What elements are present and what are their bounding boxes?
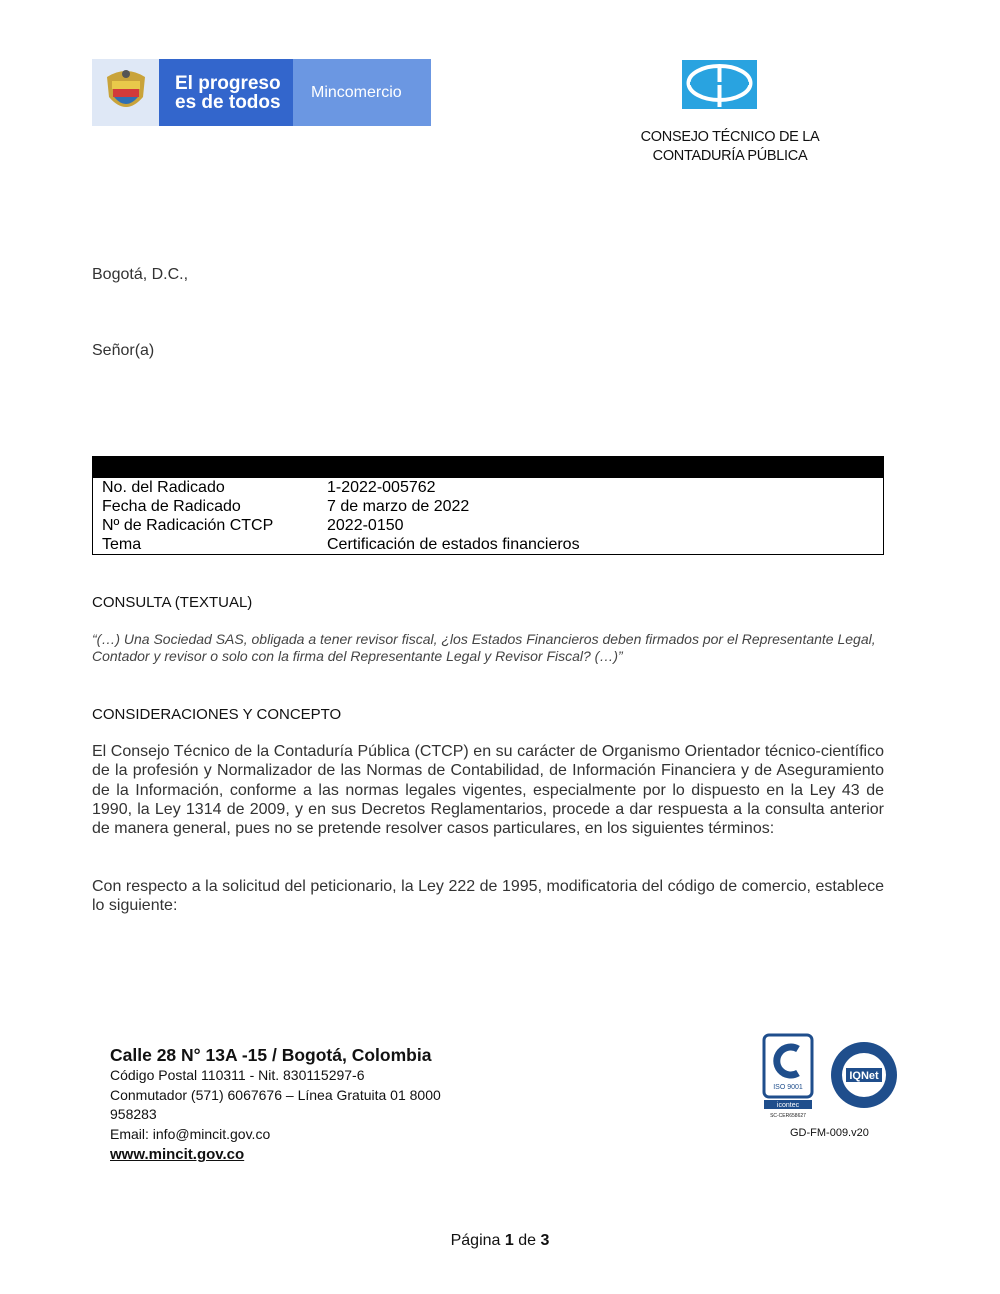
footer-website-link[interactable]: www.mincit.gov.co <box>110 1146 245 1163</box>
footer-address: Calle 28 N° 13A -15 / Bogotá, Colombia <box>110 1045 432 1065</box>
gov-slogan-line1: El progreso <box>175 72 281 94</box>
footer-email: Email: info@mincit.gov.co <box>110 1125 271 1142</box>
table-row <box>93 478 883 497</box>
table-header-bar <box>93 457 883 478</box>
icontec-certification-icon <box>762 1033 814 1119</box>
cert-body-text: icontec <box>776 1102 800 1109</box>
city-line: Bogotá, D.C., <box>92 266 189 283</box>
footer-phone-line2: 958283 <box>110 1106 157 1122</box>
coat-of-arms-icon <box>92 59 159 126</box>
ministry-name: Mincomercio <box>293 59 431 126</box>
row-value: 7 de marzo de 2022 <box>327 498 470 515</box>
concept-paragraph-1: El Consejo Técnico de la Contaduría Pública (CTCP) en su carácter de Organismo Orientador técnico-científico de la profesión y Normalizador de las Normas de Contabilidad, de Información Financiera y de Aseguramiento de la Información, conforme a las normas legales vigentes, especialmente por lo dispuesto en la Ley 43 de 1990, la Ley 1314 de 2009, y en sus Decretos Reglamentarios, procede a dar respuesta a la consulta anterior de manera general, pues no se pretende resolver casos particulares, en los siguientes términos: <box>92 743 884 838</box>
consulta-heading: CONSULTA (TEXTUAL) <box>92 594 253 611</box>
filing-info-table <box>92 456 884 555</box>
row-label: No. del Radicado <box>102 479 225 496</box>
table-row <box>93 516 883 535</box>
government-banner-logo <box>92 59 431 126</box>
row-value: 1-2022-005762 <box>327 479 436 496</box>
iqnet-text: IQNet <box>849 1070 879 1082</box>
footer-postal: Código Postal 110311 - Nit. 830115297-6 <box>110 1067 365 1083</box>
ctcp-logo-icon <box>682 60 757 109</box>
consideraciones-heading: CONSIDERACIONES Y CONCEPTO <box>92 706 342 723</box>
page-prefix: Página <box>450 1232 501 1249</box>
table-row <box>93 535 883 554</box>
footer-contact <box>110 1044 490 1165</box>
concept-paragraph-2: Con respecto a la solicitud del peticionario, la Ley 222 de 1995, modificatoria del código de comercio, establece lo siguiente: <box>92 878 884 915</box>
gov-slogan <box>159 59 293 126</box>
page-total: 3 <box>540 1232 550 1249</box>
org-name-line2: CONTADURÍA PÚBLICA <box>652 148 808 164</box>
cert-code-text: SC-CER658627 <box>770 1113 806 1119</box>
row-label: Nº de Radicación CTCP <box>102 517 274 534</box>
page-number <box>0 1232 1000 1250</box>
gov-slogan-line2: es de todos <box>175 91 281 113</box>
iqnet-certification-icon <box>829 1040 899 1110</box>
org-name <box>630 128 830 166</box>
table-row <box>93 497 883 516</box>
page-current: 1 <box>504 1232 514 1249</box>
row-value: 2022-0150 <box>327 517 404 534</box>
cert-iso-text: ISO 9001 <box>773 1084 803 1091</box>
row-value: Certificación de estados financieros <box>327 536 580 553</box>
consulta-quote: “(…) Una Sociedad SAS, obligada a tener revisor fiscal, ¿los Estados Financieros deben firmados por el Representante Legal, Contador y revisor o solo con la firma del Representante Legal y Revisor Fiscal? (…)” <box>92 631 876 664</box>
org-name-line1: CONSEJO TÉCNICO DE LA <box>640 129 820 145</box>
row-label: Tema <box>102 536 142 553</box>
document-code: GD-FM-009.v20 <box>790 1127 869 1139</box>
row-label: Fecha de Radicado <box>102 498 241 515</box>
salutation: Señor(a) <box>92 342 155 359</box>
page-separator: de <box>518 1232 537 1249</box>
footer-phone-line1: Conmutador (571) 6067676 – Línea Gratuita 01 8000 <box>110 1086 441 1103</box>
